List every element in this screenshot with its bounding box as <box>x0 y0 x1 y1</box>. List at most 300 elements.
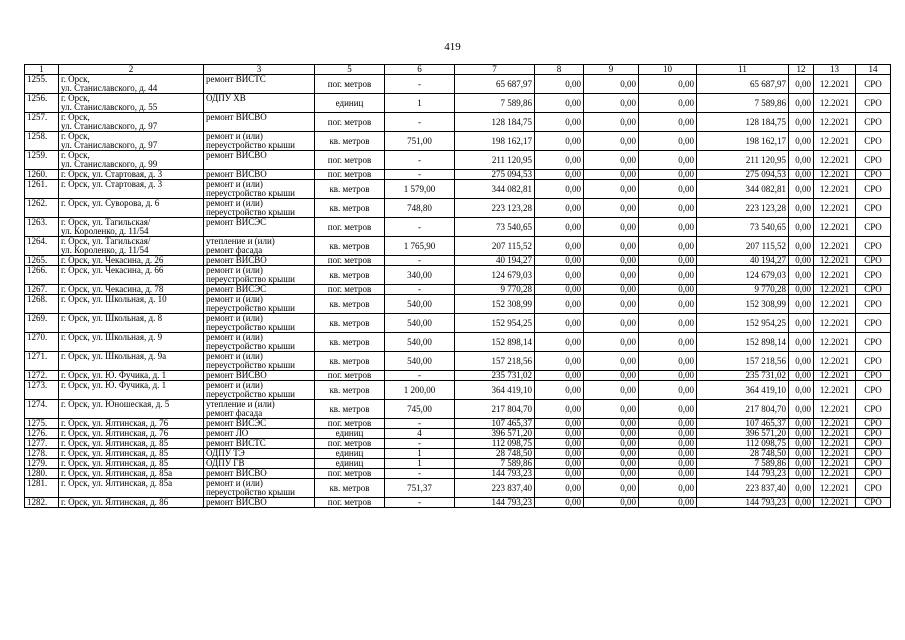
addr-line: г. Орск, ул. Ялтинская, д. 85а <box>61 478 173 488</box>
row-number-cell: 1273. <box>25 381 59 400</box>
unit-cell: кв. метров <box>315 352 385 371</box>
value-cell: 0,00 <box>584 314 639 333</box>
row-number-cell: 1261. <box>25 180 59 199</box>
work-line: ремонт ВИСВО <box>206 497 267 507</box>
work-type-cell <box>204 113 315 132</box>
address-cell <box>59 371 204 381</box>
period-cell: 12.2021 <box>814 75 856 94</box>
work-type-cell <box>204 459 315 469</box>
value-cell: 0,00 <box>535 371 584 381</box>
addr-line: ул. Станиславского, д. 44 <box>61 83 158 93</box>
value-cell: 0,00 <box>535 94 584 113</box>
value-cell: 0,00 <box>639 266 697 285</box>
unit-cell: кв. метров <box>315 400 385 419</box>
quantity-cell: 4 <box>385 429 455 439</box>
value-cell: 0,00 <box>789 479 814 498</box>
total-cell: 344 082,81 <box>697 180 789 199</box>
total-cell: 152 308,99 <box>697 295 789 314</box>
value-cell: 0,00 <box>789 75 814 94</box>
value-cell: 0,00 <box>584 170 639 180</box>
unit-cell: пог. метров <box>315 256 385 266</box>
period-cell: 12.2021 <box>814 439 856 449</box>
addr-line: г. Орск, <box>61 93 90 103</box>
method-cell: СРО <box>856 113 891 132</box>
work-type-cell <box>204 180 315 199</box>
address-cell <box>59 199 204 218</box>
column-header: 1 <box>25 65 59 75</box>
addr-line: ул. Станиславского, д. 97 <box>61 121 158 131</box>
addr-line: г. Орск, <box>61 112 90 122</box>
period-cell: 12.2021 <box>814 400 856 419</box>
cost-cell: 7 589,86 <box>455 459 535 469</box>
quantity-cell: 745,00 <box>385 400 455 419</box>
total-cell: 9 770,28 <box>697 285 789 295</box>
work-type-cell <box>204 218 315 237</box>
column-header: 7 <box>455 65 535 75</box>
value-cell: 0,00 <box>584 419 639 429</box>
unit-cell: кв. метров <box>315 295 385 314</box>
value-cell: 0,00 <box>535 352 584 371</box>
cost-cell: 364 419,10 <box>455 381 535 400</box>
value-cell: 0,00 <box>584 199 639 218</box>
addr-line: г. Орск, ул. Стартовая, д. 3 <box>61 169 163 179</box>
address-cell <box>59 237 204 256</box>
work-line: переустройство крыши <box>206 207 295 217</box>
work-line: ремонт и (или) <box>206 131 263 141</box>
value-cell: 0,00 <box>535 256 584 266</box>
value-cell: 0,00 <box>789 314 814 333</box>
work-line: ремонт ВИСВО <box>206 468 267 478</box>
value-cell: 0,00 <box>639 459 697 469</box>
table-row <box>25 113 891 132</box>
method-cell: СРО <box>856 498 891 508</box>
total-cell: 144 793,23 <box>697 498 789 508</box>
value-cell: 0,00 <box>535 132 584 151</box>
addr-line: г. Орск, ул. Тагильская/ <box>61 236 151 246</box>
quantity-cell: 1 765,90 <box>385 237 455 256</box>
total-cell: 207 115,52 <box>697 237 789 256</box>
address-cell <box>59 419 204 429</box>
value-cell: 0,00 <box>789 256 814 266</box>
cost-cell: 128 184,75 <box>455 113 535 132</box>
work-line: ремонт фасада <box>206 245 263 255</box>
period-cell: 12.2021 <box>814 266 856 285</box>
quantity-cell: - <box>385 419 455 429</box>
value-cell: 0,00 <box>535 439 584 449</box>
table-row <box>25 429 891 439</box>
cost-cell: 235 731,02 <box>455 371 535 381</box>
value-cell: 0,00 <box>584 75 639 94</box>
work-line: ремонт ВИСВО <box>206 255 267 265</box>
work-line: ремонт ВИСВО <box>206 169 267 179</box>
method-cell: СРО <box>856 285 891 295</box>
total-cell: 128 184,75 <box>697 113 789 132</box>
work-line: переустройство крыши <box>206 389 295 399</box>
cost-cell: 223 123,28 <box>455 199 535 218</box>
value-cell: 0,00 <box>789 498 814 508</box>
quantity-cell: 540,00 <box>385 352 455 371</box>
method-cell: СРО <box>856 333 891 352</box>
value-cell: 0,00 <box>584 429 639 439</box>
work-type-cell <box>204 352 315 371</box>
address-cell <box>59 75 204 94</box>
column-number-row <box>25 65 891 75</box>
value-cell: 0,00 <box>639 94 697 113</box>
column-header: 5 <box>315 65 385 75</box>
total-cell: 28 748,50 <box>697 449 789 459</box>
value-cell: 0,00 <box>789 266 814 285</box>
value-cell: 0,00 <box>584 218 639 237</box>
addr-line: ул. Станиславского, д. 55 <box>61 102 158 112</box>
total-cell: 198 162,17 <box>697 132 789 151</box>
work-line: ремонт и (или) <box>206 198 263 208</box>
address-cell <box>59 400 204 419</box>
value-cell: 0,00 <box>639 479 697 498</box>
total-cell: 73 540,65 <box>697 218 789 237</box>
period-cell: 12.2021 <box>814 469 856 479</box>
value-cell: 0,00 <box>639 285 697 295</box>
addr-line: г. Орск, <box>61 150 90 160</box>
value-cell: 0,00 <box>639 381 697 400</box>
total-cell: 7 589,86 <box>697 94 789 113</box>
value-cell: 0,00 <box>535 449 584 459</box>
cost-cell: 223 837,40 <box>455 479 535 498</box>
addr-line: г. Орск, <box>61 131 90 141</box>
cost-cell: 124 679,03 <box>455 266 535 285</box>
table-row <box>25 266 891 285</box>
row-number-cell: 1277. <box>25 439 59 449</box>
unit-cell: пог. метров <box>315 75 385 94</box>
quantity-cell: - <box>385 498 455 508</box>
work-line: ОДПУ ГВ <box>206 458 245 468</box>
quantity-cell: - <box>385 113 455 132</box>
value-cell: 0,00 <box>639 333 697 352</box>
unit-cell: единиц <box>315 94 385 113</box>
addr-line: г. Орск, ул. Чекасина, д. 26 <box>61 255 164 265</box>
row-number-cell: 1281. <box>25 479 59 498</box>
unit-cell: кв. метров <box>315 333 385 352</box>
unit-cell: пог. метров <box>315 151 385 170</box>
value-cell: 0,00 <box>789 199 814 218</box>
addr-line: ул. Станиславского, д. 99 <box>61 159 158 169</box>
row-number-cell: 1257. <box>25 113 59 132</box>
value-cell: 0,00 <box>584 132 639 151</box>
value-cell: 0,00 <box>584 400 639 419</box>
table-row <box>25 170 891 180</box>
repair-program-table <box>24 64 891 508</box>
value-cell: 0,00 <box>789 469 814 479</box>
value-cell: 0,00 <box>584 180 639 199</box>
address-cell <box>59 449 204 459</box>
value-cell: 0,00 <box>639 429 697 439</box>
method-cell: СРО <box>856 439 891 449</box>
column-header: 10 <box>639 65 697 75</box>
work-type-cell <box>204 381 315 400</box>
cost-cell: 396 571,20 <box>455 429 535 439</box>
row-number-cell: 1256. <box>25 94 59 113</box>
work-type-cell <box>204 94 315 113</box>
period-cell: 12.2021 <box>814 180 856 199</box>
period-cell: 12.2021 <box>814 479 856 498</box>
period-cell: 12.2021 <box>814 256 856 266</box>
address-cell <box>59 314 204 333</box>
work-line: ремонт ВИСТС <box>206 74 266 84</box>
address-cell <box>59 151 204 170</box>
work-type-cell <box>204 333 315 352</box>
total-cell: 223 123,28 <box>697 199 789 218</box>
method-cell: СРО <box>856 218 891 237</box>
total-cell: 211 120,95 <box>697 151 789 170</box>
period-cell: 12.2021 <box>814 218 856 237</box>
unit-cell: пог. метров <box>315 371 385 381</box>
table-row <box>25 449 891 459</box>
address-cell <box>59 180 204 199</box>
work-line: ремонт и (или) <box>206 478 263 488</box>
value-cell: 0,00 <box>535 218 584 237</box>
total-cell: 107 465,37 <box>697 419 789 429</box>
value-cell: 0,00 <box>535 419 584 429</box>
value-cell: 0,00 <box>584 469 639 479</box>
row-number-cell: 1262. <box>25 199 59 218</box>
value-cell: 0,00 <box>639 419 697 429</box>
quantity-cell: 1 <box>385 94 455 113</box>
work-type-cell <box>204 132 315 151</box>
method-cell: СРО <box>856 469 891 479</box>
addr-line: г. Орск, ул. Школьная, д. 10 <box>61 294 167 304</box>
value-cell: 0,00 <box>584 256 639 266</box>
row-number-cell: 1255. <box>25 75 59 94</box>
work-line: переустройство крыши <box>206 322 295 332</box>
value-cell: 0,00 <box>789 218 814 237</box>
method-cell: СРО <box>856 180 891 199</box>
total-cell: 157 218,56 <box>697 352 789 371</box>
value-cell: 0,00 <box>789 352 814 371</box>
work-line: утепление и (или) <box>206 236 275 246</box>
row-number-cell: 1258. <box>25 132 59 151</box>
value-cell: 0,00 <box>584 449 639 459</box>
work-line: ремонт ВИСТС <box>206 438 266 448</box>
value-cell: 0,00 <box>535 400 584 419</box>
cost-cell: 344 082,81 <box>455 180 535 199</box>
total-cell: 223 837,40 <box>697 479 789 498</box>
work-type-cell <box>204 449 315 459</box>
period-cell: 12.2021 <box>814 199 856 218</box>
value-cell: 0,00 <box>535 479 584 498</box>
value-cell: 0,00 <box>639 75 697 94</box>
period-cell: 12.2021 <box>814 151 856 170</box>
work-line: переустройство крыши <box>206 188 295 198</box>
table-row <box>25 237 891 256</box>
method-cell: СРО <box>856 429 891 439</box>
quantity-cell: 1 200,00 <box>385 381 455 400</box>
row-number-cell: 1265. <box>25 256 59 266</box>
value-cell: 0,00 <box>584 479 639 498</box>
method-cell: СРО <box>856 400 891 419</box>
address-cell <box>59 113 204 132</box>
total-cell: 235 731,02 <box>697 371 789 381</box>
value-cell: 0,00 <box>789 459 814 469</box>
table-row <box>25 498 891 508</box>
table-row <box>25 314 891 333</box>
method-cell: СРО <box>856 295 891 314</box>
address-cell <box>59 479 204 498</box>
value-cell: 0,00 <box>789 295 814 314</box>
value-cell: 0,00 <box>535 285 584 295</box>
unit-cell: кв. метров <box>315 132 385 151</box>
unit-cell: единиц <box>315 449 385 459</box>
value-cell: 0,00 <box>639 352 697 371</box>
value-cell: 0,00 <box>789 429 814 439</box>
table-body <box>25 65 891 508</box>
addr-line: ул. Станиславского, д. 97 <box>61 140 158 150</box>
addr-line: г. Орск, ул. Ялтинская, д. 85 <box>61 458 169 468</box>
work-line: ремонт и (или) <box>206 332 263 342</box>
unit-cell: кв. метров <box>315 237 385 256</box>
work-line: переустройство крыши <box>206 140 295 150</box>
value-cell: 0,00 <box>789 151 814 170</box>
row-number-cell: 1266. <box>25 266 59 285</box>
addr-line: г. Орск, ул. Ю. Фучика, д. 1 <box>61 380 167 390</box>
method-cell: СРО <box>856 256 891 266</box>
value-cell: 0,00 <box>639 170 697 180</box>
quantity-cell: - <box>385 170 455 180</box>
work-line: ремонт и (или) <box>206 380 263 390</box>
period-cell: 12.2021 <box>814 132 856 151</box>
table-row <box>25 333 891 352</box>
unit-cell: пог. метров <box>315 419 385 429</box>
value-cell: 0,00 <box>584 498 639 508</box>
value-cell: 0,00 <box>639 439 697 449</box>
value-cell: 0,00 <box>535 381 584 400</box>
addr-line: г. Орск, ул. Ялтинская, д. 76 <box>61 428 169 438</box>
work-line: ремонт ВИСВО <box>206 112 267 122</box>
value-cell: 0,00 <box>639 314 697 333</box>
unit-cell: пог. метров <box>315 285 385 295</box>
value-cell: 0,00 <box>639 449 697 459</box>
work-line: ремонт фасада <box>206 408 263 418</box>
value-cell: 0,00 <box>789 113 814 132</box>
addr-line: г. Орск, ул. Чекасина, д. 66 <box>61 265 164 275</box>
quantity-cell: 540,00 <box>385 295 455 314</box>
method-cell: СРО <box>856 132 891 151</box>
address-cell <box>59 459 204 469</box>
period-cell: 12.2021 <box>814 429 856 439</box>
table-row <box>25 400 891 419</box>
value-cell: 0,00 <box>789 170 814 180</box>
period-cell: 12.2021 <box>814 459 856 469</box>
quantity-cell: 748,80 <box>385 199 455 218</box>
value-cell: 0,00 <box>535 170 584 180</box>
unit-cell: кв. метров <box>315 314 385 333</box>
value-cell: 0,00 <box>789 94 814 113</box>
period-cell: 12.2021 <box>814 170 856 180</box>
value-cell: 0,00 <box>584 94 639 113</box>
period-cell: 12.2021 <box>814 94 856 113</box>
value-cell: 0,00 <box>789 439 814 449</box>
period-cell: 12.2021 <box>814 352 856 371</box>
value-cell: 0,00 <box>639 498 697 508</box>
address-cell <box>59 429 204 439</box>
value-cell: 0,00 <box>639 295 697 314</box>
method-cell: СРО <box>856 419 891 429</box>
table-row <box>25 75 891 94</box>
cost-cell: 211 120,95 <box>455 151 535 170</box>
row-number-cell: 1269. <box>25 314 59 333</box>
address-cell <box>59 266 204 285</box>
address-cell <box>59 381 204 400</box>
address-cell <box>59 132 204 151</box>
value-cell: 0,00 <box>639 237 697 256</box>
unit-cell: кв. метров <box>315 180 385 199</box>
quantity-cell: 751,37 <box>385 479 455 498</box>
table-row <box>25 256 891 266</box>
method-cell: СРО <box>856 352 891 371</box>
cost-cell: 40 194,27 <box>455 256 535 266</box>
cost-cell: 107 465,37 <box>455 419 535 429</box>
value-cell: 0,00 <box>584 266 639 285</box>
period-cell: 12.2021 <box>814 314 856 333</box>
unit-cell: пог. метров <box>315 170 385 180</box>
column-header: 9 <box>584 65 639 75</box>
row-number-cell: 1272. <box>25 371 59 381</box>
work-line: утепление и (или) <box>206 399 275 409</box>
unit-cell: пог. метров <box>315 113 385 132</box>
period-cell: 12.2021 <box>814 237 856 256</box>
value-cell: 0,00 <box>639 218 697 237</box>
cost-cell: 198 162,17 <box>455 132 535 151</box>
column-header: 6 <box>385 65 455 75</box>
work-type-cell <box>204 439 315 449</box>
addr-line: г. Орск, ул. Ялтинская, д. 85 <box>61 448 169 458</box>
value-cell: 0,00 <box>789 285 814 295</box>
work-line: ремонт ВИСЭС <box>206 284 267 294</box>
method-cell: СРО <box>856 170 891 180</box>
addr-line: ул. Короленко, д. 11/54 <box>61 226 149 236</box>
column-header: 8 <box>535 65 584 75</box>
quantity-cell: - <box>385 256 455 266</box>
address-cell <box>59 439 204 449</box>
table-row <box>25 180 891 199</box>
value-cell: 0,00 <box>535 199 584 218</box>
value-cell: 0,00 <box>639 132 697 151</box>
work-line: ремонт и (или) <box>206 294 263 304</box>
value-cell: 0,00 <box>535 429 584 439</box>
table-row <box>25 295 891 314</box>
row-number-cell: 1259. <box>25 151 59 170</box>
row-number-cell: 1260. <box>25 170 59 180</box>
cost-cell: 152 308,99 <box>455 295 535 314</box>
unit-cell: единиц <box>315 459 385 469</box>
row-number-cell: 1280. <box>25 469 59 479</box>
work-type-cell <box>204 285 315 295</box>
total-cell: 275 094,53 <box>697 170 789 180</box>
work-type-cell <box>204 429 315 439</box>
table-row <box>25 94 891 113</box>
table-row <box>25 459 891 469</box>
value-cell: 0,00 <box>584 333 639 352</box>
value-cell: 0,00 <box>535 237 584 256</box>
work-line: ремонт ВИСВО <box>206 150 267 160</box>
cost-cell: 217 804,70 <box>455 400 535 419</box>
value-cell: 0,00 <box>639 180 697 199</box>
work-line: ОДПУ ХВ <box>206 93 246 103</box>
quantity-cell: - <box>385 151 455 170</box>
value-cell: 0,00 <box>639 113 697 132</box>
quantity-cell: 540,00 <box>385 314 455 333</box>
value-cell: 0,00 <box>535 333 584 352</box>
cost-cell: 152 898,14 <box>455 333 535 352</box>
work-type-cell <box>204 256 315 266</box>
